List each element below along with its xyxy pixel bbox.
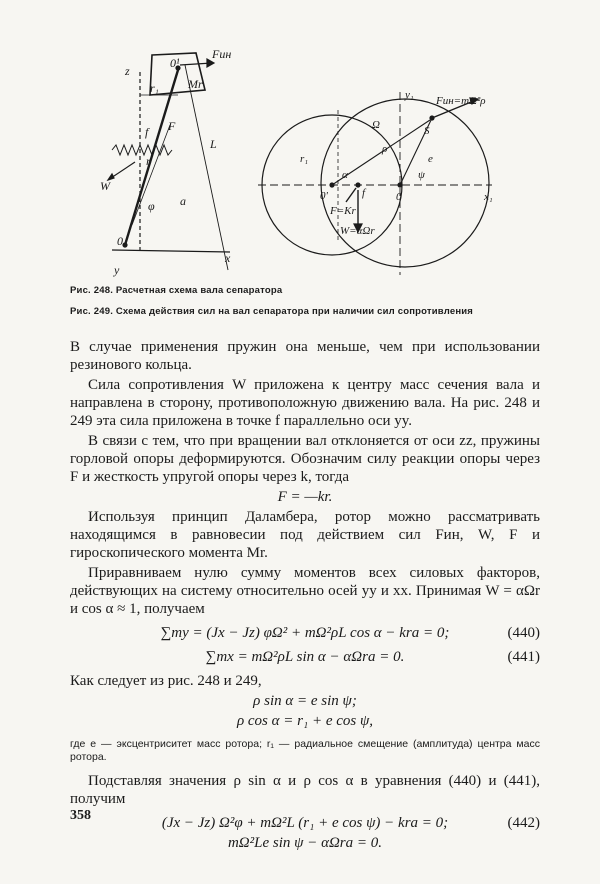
equation-441-number: (441) bbox=[507, 649, 540, 665]
equation-440-text: ∑my = (Jx − Jz) φΩ² + mΩ²ρL cos α − kra = 0; bbox=[160, 625, 450, 641]
label-Mr: Mr bbox=[188, 77, 203, 91]
equation-F-text: F = —kr. bbox=[277, 489, 333, 505]
equation-440-number: (440) bbox=[507, 625, 540, 641]
paragraph-3: В связи с тем, что при вращении вал отклоняется от оси zz, пружины горловой опоры деформируются. Обозначим силу реакции опоры через F и жесткость упругой опоры через k, тогда bbox=[70, 433, 540, 485]
paragraph-4: Используя принцип Даламбера, ротор можно рассматривать находящимся в равновесии под действием сил Fин, W, F и гироскопического момента Mr. bbox=[70, 509, 540, 561]
paragraph-2: Сила сопротивления W приложена к центру масс сечения вала и направлена в сторону, противоположную движению вала. На рис. 248 и 249 эта сила приложена в точке f параллельно оси yy. bbox=[70, 377, 540, 429]
label-L: L bbox=[210, 137, 217, 151]
caption-fig-248: Рис. 248. Расчетная схема вала сепаратора bbox=[70, 285, 283, 296]
equation-442-number: (442) bbox=[507, 815, 540, 831]
label-S: S bbox=[424, 125, 430, 137]
label-r1-249: r₁ bbox=[300, 153, 309, 165]
label-x: x bbox=[225, 251, 231, 265]
paragraph-1: В случае применения пружин она меньше, чем при использовании резинового кольца. bbox=[70, 339, 540, 373]
paragraph-5: Приравниваем нулю сумму моментов всех силовых факторов, действующих на систему относительно осей yy и xx. Принимая W = αΩr и cos α ≈ 1, получаем bbox=[70, 565, 540, 617]
caption-fig-249: Рис. 249. Схема действия сил на вал сепаратора при наличии сил сопротивления bbox=[70, 306, 474, 317]
label-psi: ψ bbox=[418, 169, 425, 181]
equation-b-text: ρ cos α = r₁ + e cos ψ, bbox=[236, 713, 374, 729]
equation-a bbox=[70, 692, 540, 712]
label-W-249: W=αΩr bbox=[340, 225, 375, 237]
equation-a-text: ρ sin α = e sin ψ; bbox=[253, 693, 357, 709]
label-F-248: F bbox=[168, 119, 176, 133]
equation-F bbox=[70, 488, 540, 508]
page-number: 358 bbox=[70, 808, 91, 823]
equation-443 bbox=[70, 834, 540, 854]
note-text: где e — эксцентриситет масс ротора; r₁ — радиальное смещение (амплитуда) центра масс ротора. bbox=[70, 738, 540, 763]
paragraph-6: Как следует из рис. 248 и 249, bbox=[70, 673, 262, 689]
label-r1-248: r₁ bbox=[150, 81, 159, 95]
label-z: z bbox=[125, 64, 130, 78]
label-O-249: 0 bbox=[396, 191, 402, 203]
equation-441 bbox=[70, 648, 540, 668]
label-f-248: f bbox=[145, 125, 149, 139]
label-Fin-248: Fин bbox=[212, 47, 232, 61]
label-W-248: W bbox=[100, 179, 110, 193]
equation-b bbox=[70, 712, 540, 732]
equation-442-text: (Jx − Jz) Ω²φ + mΩ²L (r₁ + e cos ψ) − kra = 0; bbox=[161, 815, 449, 831]
label-alpha: α bbox=[342, 169, 348, 181]
label-y: y bbox=[114, 263, 120, 277]
paragraph-7: Подставляя значения ρ sin α и ρ cos α в уравнения (440) и (441), получим bbox=[70, 773, 540, 807]
label-Omega: Ω bbox=[372, 119, 380, 131]
equation-442 bbox=[70, 814, 540, 834]
label-O-248: 0 bbox=[117, 234, 123, 248]
label-O1-248: 0¹ bbox=[170, 56, 180, 70]
body-text bbox=[70, 338, 540, 854]
label-r-248: r bbox=[146, 154, 151, 168]
equation-440 bbox=[70, 624, 540, 644]
figure-248 bbox=[108, 53, 230, 270]
label-F-kr: F=Kr bbox=[330, 205, 356, 217]
label-a: a bbox=[180, 194, 186, 208]
label-f-249: f bbox=[362, 187, 366, 199]
label-x1: x₁ bbox=[484, 191, 493, 203]
label-y1: y₁ bbox=[405, 89, 414, 101]
figures bbox=[0, 0, 600, 300]
equation-443-text: mΩ²Le sin ψ − αΩra = 0. bbox=[227, 835, 383, 851]
label-phi: φ bbox=[148, 199, 155, 213]
label-Fin-249: Fин=mΩ²ρ bbox=[436, 95, 486, 107]
equation-441-text: ∑mx = mΩ²ρL sin α − αΩra = 0. bbox=[205, 649, 405, 665]
label-rho: ρ bbox=[382, 143, 388, 155]
label-e: e bbox=[428, 153, 433, 165]
label-O1-249: 0' bbox=[320, 190, 328, 202]
